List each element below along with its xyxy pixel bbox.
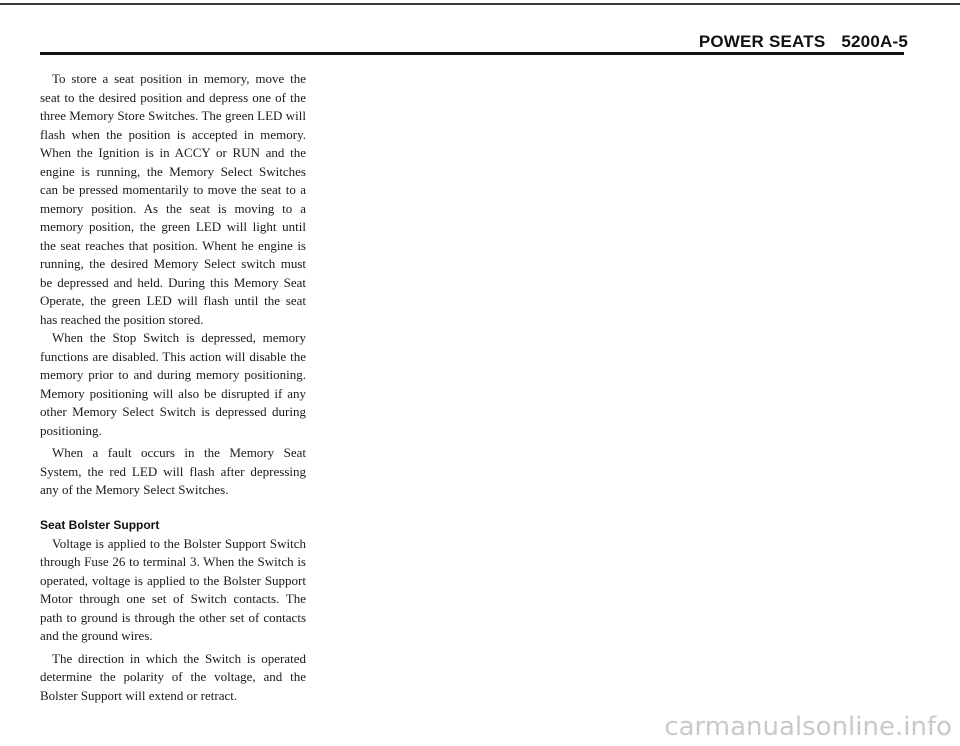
page-code: 5200A-5 xyxy=(841,32,908,51)
fault-paragraph: When a fault occurs in the Memory Seat System, the red LED will flash after depressing any of the Memory Select Switches. xyxy=(40,445,306,497)
top-border-rule xyxy=(0,3,960,5)
text-column xyxy=(40,70,306,705)
watermark-text: carmanualsonline.info xyxy=(664,712,952,742)
bolster-subheading: Seat Bolster Support xyxy=(40,517,160,532)
header-rule xyxy=(40,52,904,55)
page-header xyxy=(699,32,908,52)
section-title: POWER SEATS xyxy=(698,32,826,51)
memory-store-paragraph: To store a seat position in memory, move the seat to the desired position and depress one of the three Memory Store Switches. The green LED will flash when the position is accepted in memory. When the Ignition is in ACCY or RUN and the engine is running, the Memory Select Switches can be pressed momentarily to move the seat to a memory position. As the seat is moving to a memory position, the green LED will light until the seat reaches that position. Whent he engine is running, the desired Memory Select switch must be depressed and held. During this Memory Seat Operate, the green LED will flash until the seat has reached the position stored. xyxy=(40,71,306,327)
bolster-direction-paragraph: The direction in which the Switch is operated determine the polarity of the voltage, and the Bolster Support will extend or retract. xyxy=(40,650,306,703)
bolster-voltage-paragraph: Voltage is applied to the Bolster Support Switch through Fuse 26 to terminal 3. When the Switch is operated, voltage is applied to the Bolster Support Motor through one set of Switch contacts. The path to ground is through the other set of contacts and the ground wires. xyxy=(40,535,306,643)
stop-switch-paragraph: When the Stop Switch is depressed, memory functions are disabled. This action will disable the memory prior to and during memory positioning. Memory positioning will also be disrupted if any other Memory Select Switch is depressed during positioning. xyxy=(40,330,306,438)
